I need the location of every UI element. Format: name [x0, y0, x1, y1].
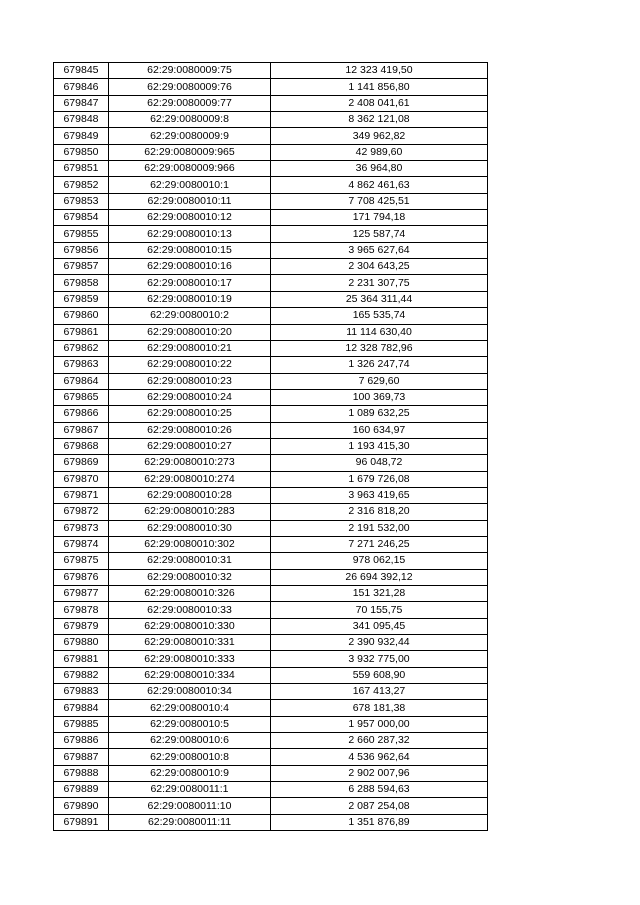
cadastral-value-cell: 2 660 287,32: [271, 733, 488, 749]
table-row: [54, 112, 488, 128]
cadastral-value-cell: 4 536 962,64: [271, 749, 488, 765]
cadastre-value-table: [53, 62, 488, 831]
cadastral-number-cell: 62:29:0080010:25: [109, 406, 271, 422]
cadastral-value-cell: 2 902 007,96: [271, 765, 488, 781]
row-id-cell: 679885: [54, 716, 109, 732]
table-row: [54, 700, 488, 716]
cadastral-value-cell: 1 679 726,08: [271, 471, 488, 487]
cadastral-value-cell: 7 708 425,51: [271, 193, 488, 209]
cadastral-number-cell: 62:29:0080010:32: [109, 569, 271, 585]
cadastral-number-cell: 62:29:0080010:16: [109, 259, 271, 275]
cadastral-number-cell: 62:29:0080010:11: [109, 193, 271, 209]
row-id-cell: 679888: [54, 765, 109, 781]
cadastral-value-cell: 3 963 419,65: [271, 487, 488, 503]
cadastral-number-cell: 62:29:0080010:333: [109, 651, 271, 667]
table-row: [54, 455, 488, 471]
cadastral-number-cell: 62:29:0080009:77: [109, 95, 271, 111]
cadastral-number-cell: 62:29:0080010:30: [109, 520, 271, 536]
cadastral-number-cell: 62:29:0080010:2: [109, 308, 271, 324]
row-id-cell: 679891: [54, 814, 109, 830]
table-row: [54, 765, 488, 781]
cadastral-value-cell: 1 957 000,00: [271, 716, 488, 732]
row-id-cell: 679877: [54, 586, 109, 602]
cadastral-number-cell: 62:29:0080010:13: [109, 226, 271, 242]
row-id-cell: 679882: [54, 667, 109, 683]
table-row: [54, 373, 488, 389]
row-id-cell: 679867: [54, 422, 109, 438]
table-row: [54, 79, 488, 95]
table-row: [54, 569, 488, 585]
table-row: [54, 471, 488, 487]
row-id-cell: 679861: [54, 324, 109, 340]
table-row: [54, 275, 488, 291]
cadastral-value-cell: 8 362 121,08: [271, 112, 488, 128]
row-id-cell: 679883: [54, 684, 109, 700]
cadastral-value-cell: 1 089 632,25: [271, 406, 488, 422]
cadastral-value-cell: 678 181,38: [271, 700, 488, 716]
cadastral-number-cell: 62:29:0080011:1: [109, 782, 271, 798]
cadastral-value-cell: 36 964,80: [271, 161, 488, 177]
table-row: [54, 635, 488, 651]
cadastral-value-cell: 26 694 392,12: [271, 569, 488, 585]
cadastral-number-cell: 62:29:0080010:331: [109, 635, 271, 651]
table-row: [54, 324, 488, 340]
cadastral-number-cell: 62:29:0080010:334: [109, 667, 271, 683]
cadastral-number-cell: 62:29:0080010:326: [109, 586, 271, 602]
row-id-cell: 679847: [54, 95, 109, 111]
table-row: [54, 422, 488, 438]
cadastral-value-cell: 42 989,60: [271, 144, 488, 160]
table-row: [54, 814, 488, 830]
table-row: [54, 193, 488, 209]
row-id-cell: 679886: [54, 733, 109, 749]
cadastral-number-cell: 62:29:0080010:1: [109, 177, 271, 193]
cadastral-value-cell: 1 351 876,89: [271, 814, 488, 830]
cadastral-number-cell: 62:29:0080010:9: [109, 765, 271, 781]
cadastral-value-cell: 2 316 818,20: [271, 504, 488, 520]
row-id-cell: 679856: [54, 242, 109, 258]
cadastral-number-cell: 62:29:0080010:6: [109, 733, 271, 749]
row-id-cell: 679872: [54, 504, 109, 520]
cadastral-value-cell: 171 794,18: [271, 210, 488, 226]
row-id-cell: 679887: [54, 749, 109, 765]
table-row: [54, 291, 488, 307]
cadastral-number-cell: 62:29:0080010:273: [109, 455, 271, 471]
cadastral-value-cell: 1 193 415,30: [271, 438, 488, 454]
cadastral-value-cell: 151 321,28: [271, 586, 488, 602]
table-row: [54, 210, 488, 226]
table-body: [54, 63, 488, 831]
cadastral-value-cell: 6 288 594,63: [271, 782, 488, 798]
table-row: [54, 618, 488, 634]
cadastral-value-cell: 978 062,15: [271, 553, 488, 569]
cadastral-number-cell: 62:29:0080010:19: [109, 291, 271, 307]
table-row: [54, 259, 488, 275]
cadastral-value-cell: 125 587,74: [271, 226, 488, 242]
row-id-cell: 679874: [54, 536, 109, 552]
table-row: [54, 308, 488, 324]
cadastral-number-cell: 62:29:0080010:302: [109, 536, 271, 552]
row-id-cell: 679890: [54, 798, 109, 814]
row-id-cell: 679870: [54, 471, 109, 487]
row-id-cell: 679865: [54, 389, 109, 405]
table-row: [54, 487, 488, 503]
cadastral-number-cell: 62:29:0080009:965: [109, 144, 271, 160]
cadastral-number-cell: 62:29:0080010:12: [109, 210, 271, 226]
cadastral-number-cell: 62:29:0080009:966: [109, 161, 271, 177]
row-id-cell: 679878: [54, 602, 109, 618]
table-row: [54, 520, 488, 536]
row-id-cell: 679854: [54, 210, 109, 226]
cadastral-number-cell: 62:29:0080010:22: [109, 357, 271, 373]
cadastral-value-cell: 11 114 630,40: [271, 324, 488, 340]
table-row: [54, 798, 488, 814]
row-id-cell: 679859: [54, 291, 109, 307]
cadastral-number-cell: 62:29:0080010:33: [109, 602, 271, 618]
table-row: [54, 733, 488, 749]
cadastral-value-cell: 1 141 856,80: [271, 79, 488, 95]
table-row: [54, 389, 488, 405]
cadastral-number-cell: 62:29:0080010:24: [109, 389, 271, 405]
table-row: [54, 144, 488, 160]
row-id-cell: 679879: [54, 618, 109, 634]
cadastral-value-cell: 96 048,72: [271, 455, 488, 471]
cadastral-number-cell: 62:29:0080010:31: [109, 553, 271, 569]
row-id-cell: 679884: [54, 700, 109, 716]
row-id-cell: 679848: [54, 112, 109, 128]
cadastral-number-cell: 62:29:0080010:17: [109, 275, 271, 291]
table-row: [54, 536, 488, 552]
cadastral-value-cell: 3 965 627,64: [271, 242, 488, 258]
cadastral-number-cell: 62:29:0080011:11: [109, 814, 271, 830]
row-id-cell: 679868: [54, 438, 109, 454]
table-row: [54, 782, 488, 798]
cadastral-number-cell: 62:29:0080010:28: [109, 487, 271, 503]
row-id-cell: 679881: [54, 651, 109, 667]
row-id-cell: 679851: [54, 161, 109, 177]
cadastral-number-cell: 62:29:0080010:4: [109, 700, 271, 716]
cadastral-value-cell: 7 271 246,25: [271, 536, 488, 552]
row-id-cell: 679889: [54, 782, 109, 798]
cadastral-number-cell: 62:29:0080010:20: [109, 324, 271, 340]
table-row: [54, 128, 488, 144]
cadastral-value-cell: 1 326 247,74: [271, 357, 488, 373]
cadastral-number-cell: 62:29:0080010:8: [109, 749, 271, 765]
table-row: [54, 406, 488, 422]
table-row: [54, 63, 488, 79]
cadastral-number-cell: 62:29:0080009:76: [109, 79, 271, 95]
cadastral-number-cell: 62:29:0080010:15: [109, 242, 271, 258]
row-id-cell: 679871: [54, 487, 109, 503]
cadastral-value-cell: 12 328 782,96: [271, 340, 488, 356]
cadastral-value-cell: 2 408 041,61: [271, 95, 488, 111]
cadastral-value-cell: 3 932 775,00: [271, 651, 488, 667]
row-id-cell: 679866: [54, 406, 109, 422]
table-row: [54, 586, 488, 602]
cadastral-number-cell: 62:29:0080009:9: [109, 128, 271, 144]
row-id-cell: 679876: [54, 569, 109, 585]
cadastral-number-cell: 62:29:0080010:330: [109, 618, 271, 634]
row-id-cell: 679850: [54, 144, 109, 160]
row-id-cell: 679852: [54, 177, 109, 193]
table-row: [54, 553, 488, 569]
row-id-cell: 679863: [54, 357, 109, 373]
cadastral-value-cell: 559 608,90: [271, 667, 488, 683]
cadastral-value-cell: 2 087 254,08: [271, 798, 488, 814]
table-row: [54, 438, 488, 454]
cadastral-value-cell: 25 364 311,44: [271, 291, 488, 307]
cadastral-value-cell: 12 323 419,50: [271, 63, 488, 79]
table-row: [54, 95, 488, 111]
cadastral-value-cell: 2 304 643,25: [271, 259, 488, 275]
row-id-cell: 679880: [54, 635, 109, 651]
cadastral-value-cell: 100 369,73: [271, 389, 488, 405]
cadastral-number-cell: 62:29:0080010:34: [109, 684, 271, 700]
row-id-cell: 679857: [54, 259, 109, 275]
row-id-cell: 679858: [54, 275, 109, 291]
table-row: [54, 177, 488, 193]
table-row: [54, 357, 488, 373]
table-row: [54, 667, 488, 683]
row-id-cell: 679864: [54, 373, 109, 389]
table-row: [54, 242, 488, 258]
cadastral-value-cell: 349 962,82: [271, 128, 488, 144]
cadastral-value-cell: 2 191 532,00: [271, 520, 488, 536]
table-row: [54, 504, 488, 520]
cadastral-number-cell: 62:29:0080011:10: [109, 798, 271, 814]
table-row: [54, 226, 488, 242]
cadastral-value-cell: 167 413,27: [271, 684, 488, 700]
row-id-cell: 679873: [54, 520, 109, 536]
cadastral-value-cell: 165 535,74: [271, 308, 488, 324]
cadastral-value-cell: 4 862 461,63: [271, 177, 488, 193]
cadastral-number-cell: 62:29:0080009:75: [109, 63, 271, 79]
cadastral-number-cell: 62:29:0080010:283: [109, 504, 271, 520]
cadastral-value-cell: 341 095,45: [271, 618, 488, 634]
table-row: [54, 716, 488, 732]
row-id-cell: 679860: [54, 308, 109, 324]
cadastral-value-cell: 70 155,75: [271, 602, 488, 618]
row-id-cell: 679845: [54, 63, 109, 79]
cadastral-number-cell: 62:29:0080010:26: [109, 422, 271, 438]
cadastral-value-cell: 160 634,97: [271, 422, 488, 438]
cadastral-number-cell: 62:29:0080010:5: [109, 716, 271, 732]
cadastral-number-cell: 62:29:0080010:23: [109, 373, 271, 389]
cadastral-number-cell: 62:29:0080010:274: [109, 471, 271, 487]
table-row: [54, 651, 488, 667]
cadastral-value-cell: 2 390 932,44: [271, 635, 488, 651]
row-id-cell: 679846: [54, 79, 109, 95]
row-id-cell: 679855: [54, 226, 109, 242]
table-row: [54, 749, 488, 765]
row-id-cell: 679875: [54, 553, 109, 569]
row-id-cell: 679853: [54, 193, 109, 209]
table-row: [54, 340, 488, 356]
table-row: [54, 161, 488, 177]
cadastral-value-cell: 7 629,60: [271, 373, 488, 389]
cadastral-number-cell: 62:29:0080009:8: [109, 112, 271, 128]
table-row: [54, 684, 488, 700]
cadastral-number-cell: 62:29:0080010:27: [109, 438, 271, 454]
table-row: [54, 602, 488, 618]
cadastral-number-cell: 62:29:0080010:21: [109, 340, 271, 356]
cadastral-value-cell: 2 231 307,75: [271, 275, 488, 291]
row-id-cell: 679849: [54, 128, 109, 144]
row-id-cell: 679862: [54, 340, 109, 356]
row-id-cell: 679869: [54, 455, 109, 471]
